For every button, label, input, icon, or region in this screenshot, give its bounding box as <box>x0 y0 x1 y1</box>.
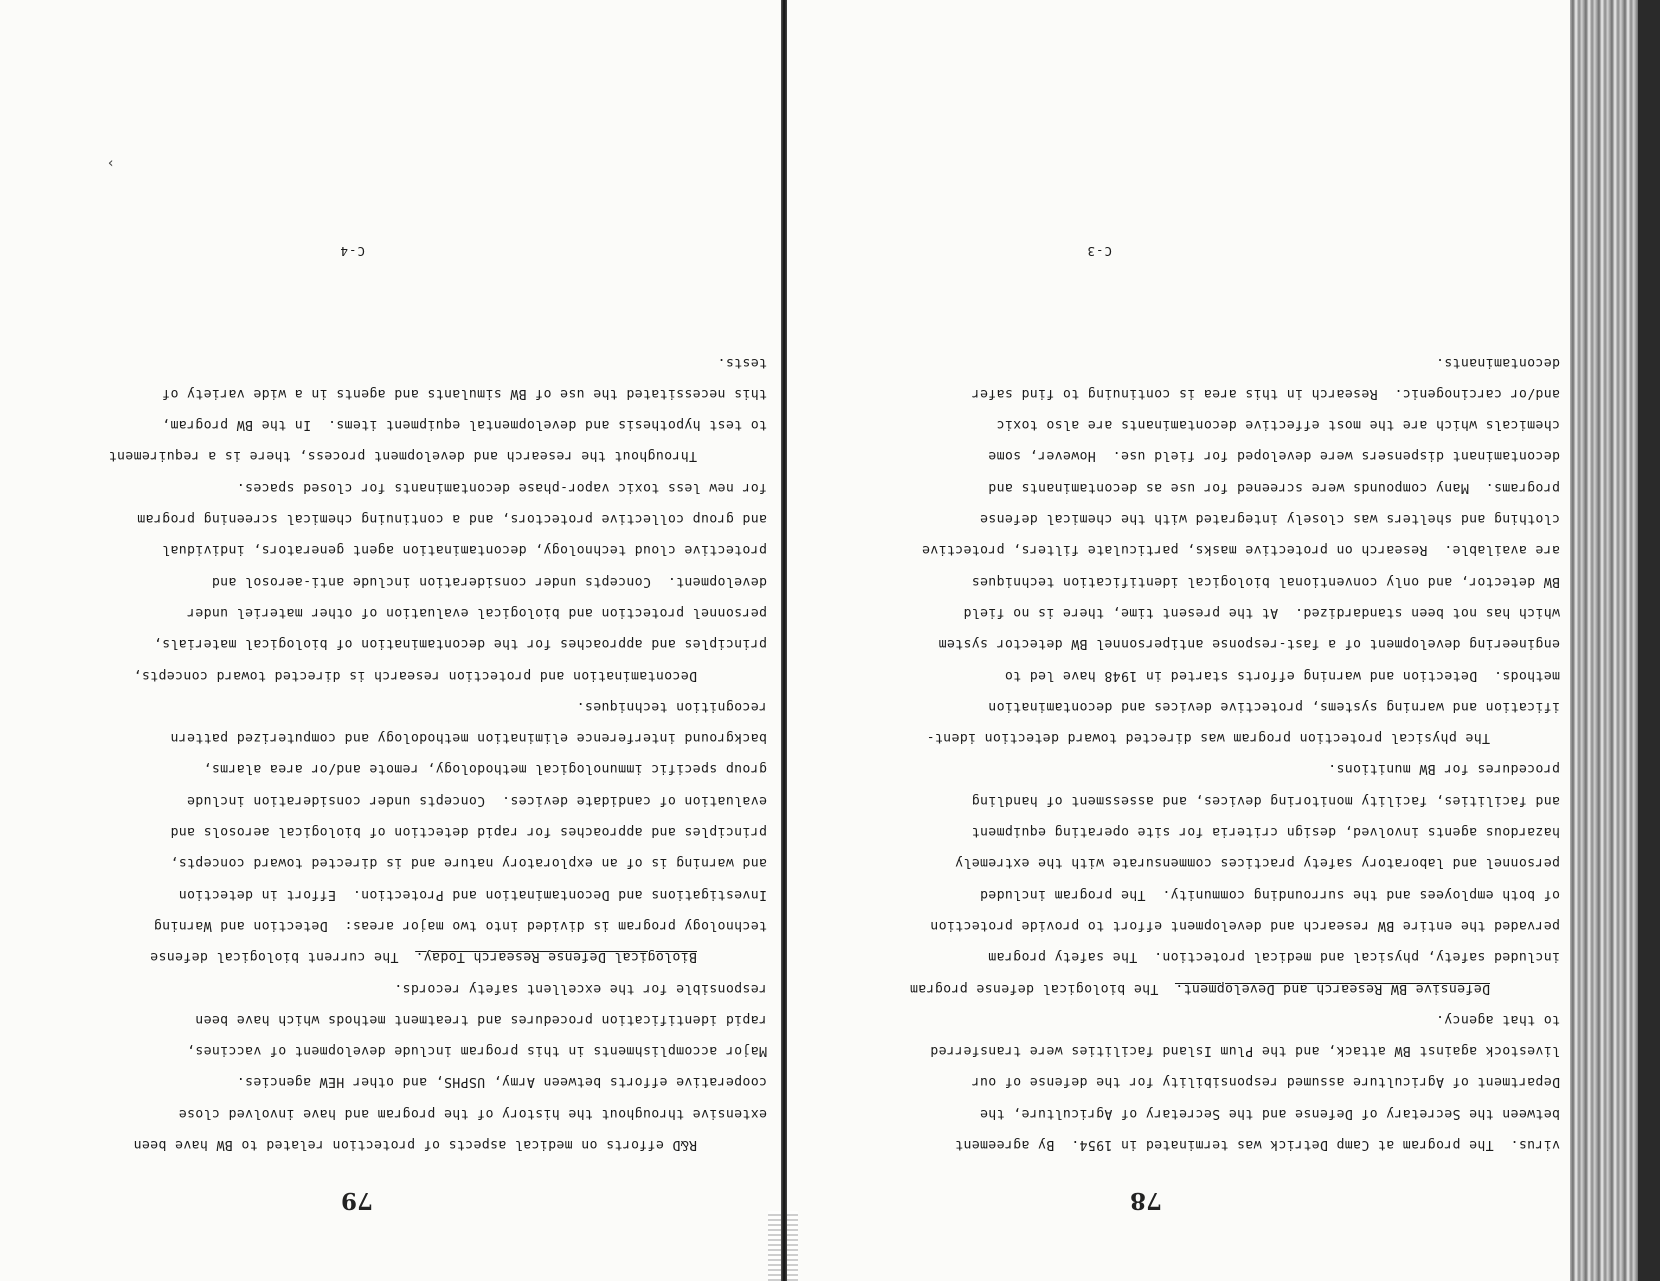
text-line: and facilities, facility monitoring devices, and assessment of handling <box>971 792 1560 808</box>
text-line: livestock against BW attack, and the Plum Island facilities were transferred <box>929 1043 1560 1059</box>
text-line: technology program is divided into two major areas: Detection and Warning <box>153 917 767 933</box>
text-line: responsible for the excellent safety records. <box>393 980 767 996</box>
text-line: programs. Many compounds were screened for use as decontaminants and <box>988 479 1560 495</box>
text-line: principles and approaches for the decontamination of biological materials, <box>153 636 767 652</box>
text-line: protective cloud technology, decontamination agent generators, individual <box>161 542 767 558</box>
text-line: recognition techniques. <box>576 698 767 714</box>
text-line: procedures for BW munitions. <box>1327 761 1560 777</box>
text-line: decontaminant dispensers were developed for field use. However, some <box>988 448 1560 464</box>
text-line: this necessitated the use of BW simulants and agents in a wide variety of <box>161 385 767 401</box>
text-line: group specific immunological methodology, remote and/or area alarms, <box>203 761 767 777</box>
text-line: Biological Defense Research Today. The current biological defense <box>149 949 697 965</box>
text-line: are available. Research on protective masks, particulate filters, protective <box>921 542 1560 558</box>
text-line: rapid identification procedures and treatment methods which have been <box>195 1011 767 1027</box>
text-line: Throughout the research and development process, there is a requirement <box>108 448 697 464</box>
text-line: BW detector, and only conventional biological identification techniques <box>971 573 1560 589</box>
text-line: Department of Agriculture assumed responsibility for the defense of our <box>971 1074 1560 1090</box>
text-line: extensive throughout the history of the program and have involved close <box>178 1105 767 1121</box>
text-line: hazardous agents involved, design criteria for site operating equipment <box>971 824 1560 840</box>
text-line: evaluation of candidate devices. Concepts under consideration include <box>186 792 767 808</box>
page-number: 79 <box>340 1187 373 1214</box>
text-line: Investigations and Decontamination and Protection. Effort in detection <box>178 886 767 902</box>
text-line: which has not been standardized. At the present time, there is no field <box>963 604 1560 620</box>
page-footer-label: C-3 <box>1086 244 1112 259</box>
pencil-mark: › <box>106 155 115 171</box>
text-line: between the Secretary of Defense and the Secretary of Agriculture, the <box>979 1105 1560 1121</box>
text-line: and/or carcinogenic. Research in this area is continuing to find safer <box>971 385 1560 401</box>
text-line: clothing and shelters was closely integrated with the chemical defense <box>979 511 1560 527</box>
text-line: engineering development of a fast-response antipersonnel BW detector system <box>938 636 1560 652</box>
text-line: Decontamination and protection research is directed toward concepts, <box>133 667 697 683</box>
text-line: personnel protection and biological evaluation of other materiel under <box>186 604 767 620</box>
page-number: 78 <box>1129 1187 1162 1214</box>
book-gutter <box>781 0 787 1281</box>
section-heading: Biological Defense Research Today. <box>415 949 697 965</box>
text-line: and group collective protectors, and a continuing chemical screening program <box>136 511 767 527</box>
text-line: personnel and laboratory safety practices commensurate with the extremely <box>954 855 1560 871</box>
text-line: of both employees and the surrounding community. The program included <box>979 886 1560 902</box>
text-line: methods. Detection and warning efforts started in 1948 have led to <box>1004 667 1560 683</box>
text-line: pervaded the entire BW research and development effort to provide protection <box>929 917 1560 933</box>
text-line: decontaminants. <box>1435 354 1560 370</box>
text-line: chemicals which are the most effective decontaminants are also toxic <box>996 417 1560 433</box>
text-line: cooperative efforts between Army, USPHS, and other HEW agencies. <box>236 1074 767 1090</box>
page-78 <box>850 0 1560 1281</box>
text-line: Defensive BW Research and Development. The biological defense program <box>909 980 1490 996</box>
text-line: development. Concepts under consideration include anti-aerosol and <box>211 573 767 589</box>
text-line: and warning is of an exploratory nature and is directed toward concepts, <box>170 855 767 871</box>
page-78-body <box>850 346 1560 1160</box>
text-line: background interference elimination methodology and computerized pattern <box>170 730 767 746</box>
page-79 <box>27 0 767 1281</box>
text-line: tests. <box>717 354 767 370</box>
text-line: Major accomplishments in this program include development of vaccines, <box>186 1043 767 1059</box>
text-line: principles and approaches for rapid detection of biological aerosols and <box>170 824 767 840</box>
text-line: included safety, physical and medical protection. The safety program <box>988 949 1560 965</box>
page-footer-label: C-4 <box>339 244 365 259</box>
binding-shadow <box>1638 0 1660 1281</box>
text-line: to test hypothesis and developmental equipment items. In the BW program, <box>161 417 767 433</box>
text-line: virus. The program at Camp Detrick was terminated in 1954. By agreement <box>954 1137 1560 1152</box>
text-line: to that agency. <box>1435 1011 1560 1027</box>
text-line: ification and warning systems, protective devices and decontamination <box>988 698 1560 714</box>
text-line: for new less toxic vapor-phase decontaminants for closed spaces. <box>236 479 767 495</box>
text-line: The physical protection program was directed toward detection ident- <box>926 730 1490 746</box>
section-heading: Defensive BW Research and Development. <box>1174 980 1490 996</box>
page-79-body <box>27 346 767 1160</box>
text-line: R&D efforts on medical aspects of protection related to BW have been <box>133 1137 697 1152</box>
